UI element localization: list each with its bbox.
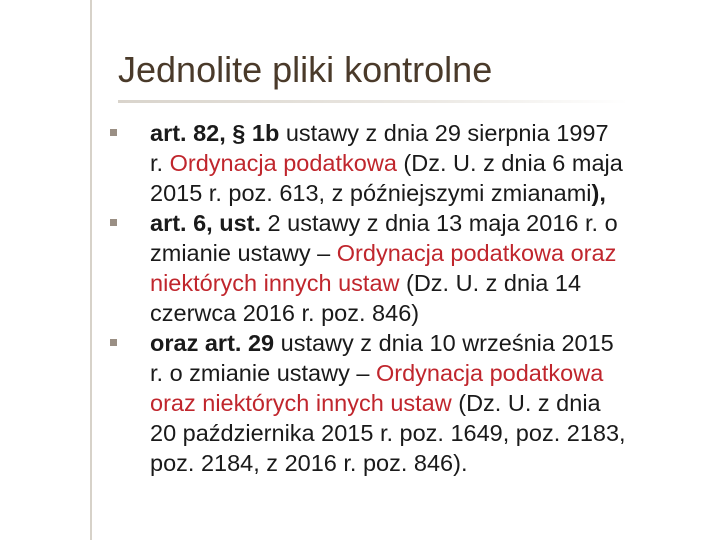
- text-run: (Dz. U. z dnia 14: [399, 270, 582, 296]
- bullet-line: [150, 118, 710, 148]
- bullet-item: [110, 328, 710, 478]
- text-run: art. 6, ust.: [150, 210, 262, 236]
- text-run: zmianie ustawy –: [150, 240, 337, 266]
- text-run: niektórych innych ustaw: [150, 270, 400, 296]
- bullet-line: [150, 298, 710, 328]
- text-run: 2 ustawy z dnia 13 maja 2016 r. o: [261, 210, 618, 236]
- text-run: poz. 2184, z 2016 r. poz. 846).: [150, 450, 468, 476]
- bullet-item: [110, 208, 710, 328]
- bullet-line: [150, 178, 710, 208]
- text-run: 2015 r. poz. 613, z późniejszymi zmianami: [150, 180, 592, 206]
- bullet-line: [150, 418, 710, 448]
- title-underline: [118, 100, 628, 103]
- bullet-line: [150, 148, 710, 178]
- text-run: (Dz. U. z dnia 6 maja: [396, 150, 623, 176]
- text-run: oraz art. 29: [150, 330, 275, 356]
- square-bullet-icon: [110, 219, 117, 226]
- bullet-line: [150, 268, 710, 298]
- text-run: (Dz. U. z dnia: [451, 390, 601, 416]
- bullet-line: [150, 358, 710, 388]
- text-run: Ordynacja podatkowa: [375, 360, 604, 386]
- bullet-item: [110, 118, 710, 208]
- text-run: 20 października 2015 r. poz. 1649, poz. 2183,: [150, 420, 626, 446]
- text-run: czerwca 2016 r. poz. 846): [150, 300, 420, 326]
- square-bullet-icon: [110, 339, 117, 346]
- text-run: ustawy z dnia 10 września 2015: [274, 330, 614, 356]
- bullet-list: [110, 118, 710, 478]
- bullet-line: [150, 448, 710, 478]
- square-bullet-icon: [110, 129, 117, 136]
- bullet-line: [150, 238, 710, 268]
- text-run: ustawy z dnia 29 sierpnia 1997: [279, 120, 609, 146]
- slide-title: Jednolite pliki kontrolne: [118, 49, 493, 90]
- left-frame-line: [90, 0, 92, 540]
- bullet-line: [150, 328, 710, 358]
- text-run: r.: [150, 150, 170, 176]
- text-run: ),: [591, 180, 606, 206]
- text-run: r. o zmianie ustawy –: [150, 360, 376, 386]
- bullet-line: [150, 208, 710, 238]
- text-run: Ordynacja podatkowa oraz: [336, 240, 617, 266]
- text-run: art. 82, § 1b: [150, 120, 280, 146]
- text-run: oraz niektórych innych ustaw: [150, 390, 452, 416]
- text-run: Ordynacja podatkowa: [169, 150, 397, 176]
- bullet-line: [150, 388, 710, 418]
